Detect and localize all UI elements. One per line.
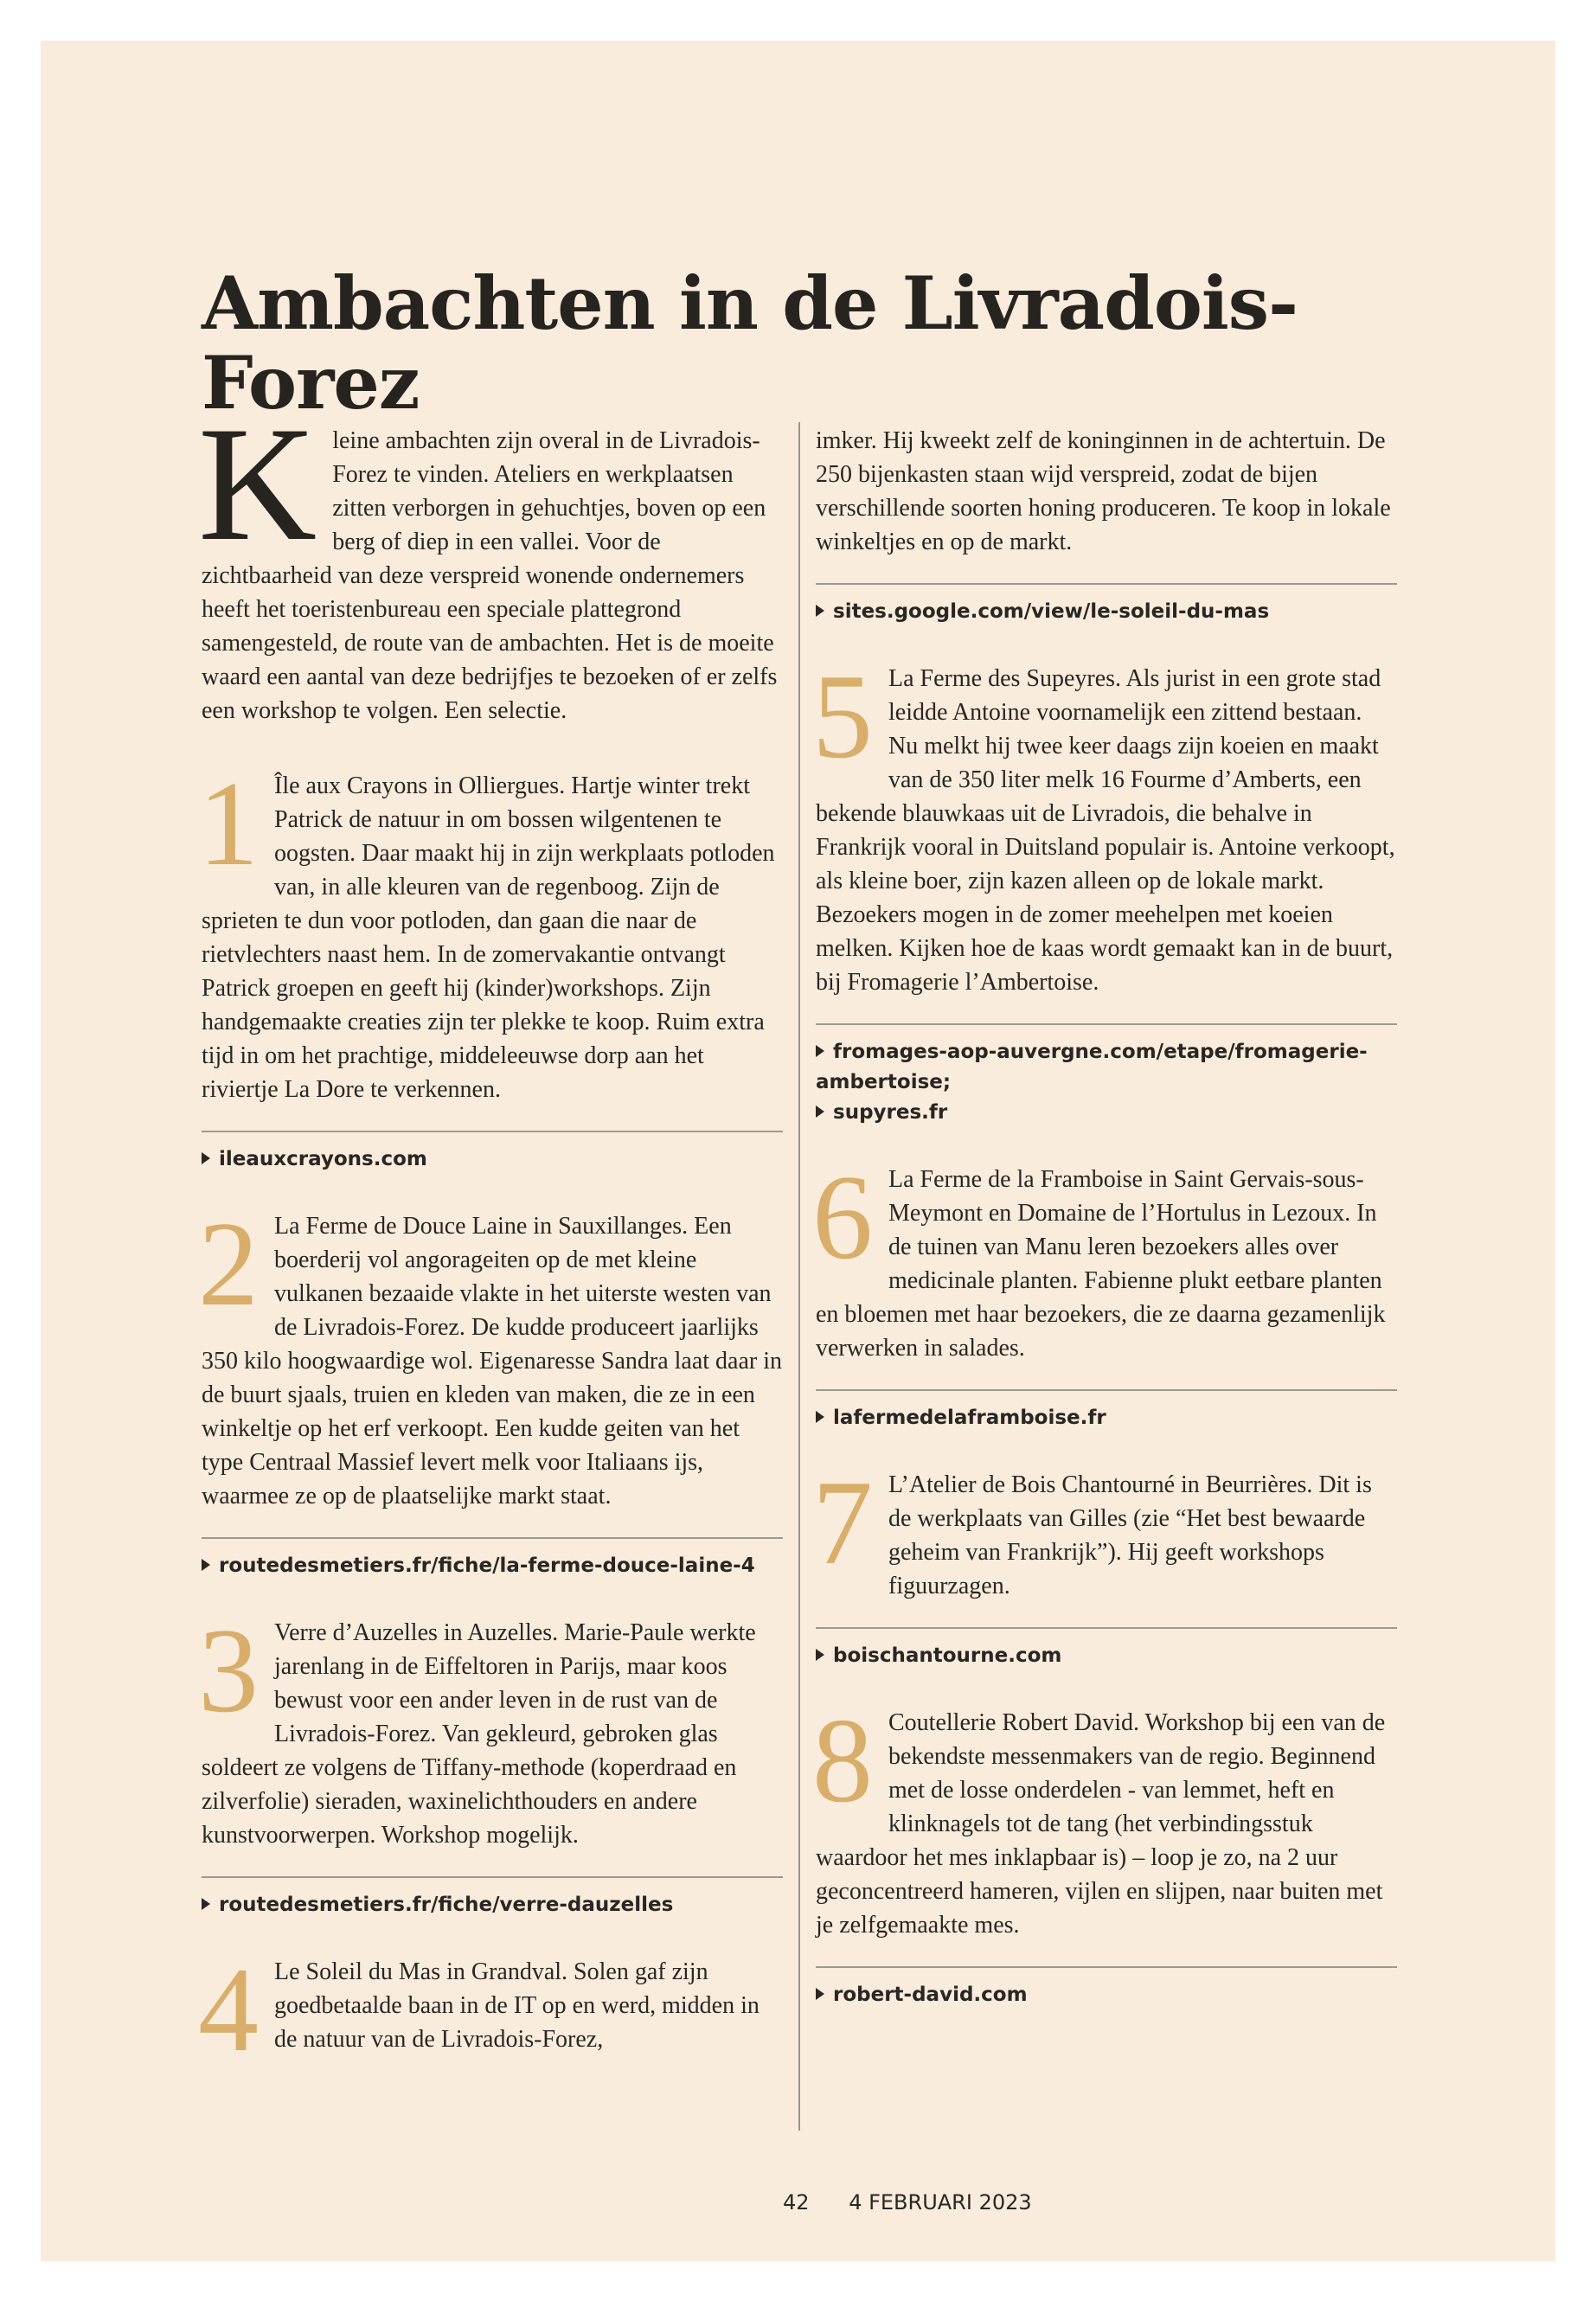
play-triangle-icon [202, 1152, 210, 1164]
section-number: 3 [198, 1604, 259, 1738]
play-triangle-icon [816, 1649, 824, 1661]
section-8 [812, 1694, 1397, 2010]
intro-paragraph [198, 394, 783, 727]
issue-date: 4 FEBRUARI 2023 [849, 2190, 1032, 2214]
section-text: imker. Hij kweekt zelf de koninginnen in de achtertuin. De 250 bijenkasten staan wijd verspreid, zodat de bijen verschillende soorten honing produceren. Te koop in lokale winkeltjes en op de markt. [816, 427, 1391, 555]
section-4-continued [816, 424, 1397, 627]
section-link-block [202, 1131, 783, 1175]
play-triangle-icon [816, 605, 824, 617]
section-1 [198, 757, 783, 1175]
section-text: La Ferme de Douce Laine in Sauxillanges. Een boerderij vol angorageiten op de met kleine vulkanen bezaaide vlakte in het uiterste westen van de Livradois-Forez. De kudde produceert jaarlijks 350 kilo hoogwaardige wol. Eigenaresse Sandra laat daar in de buurt sjaals, truien en kleden van maken, die ze in een winkeltje op het erf verkoopt. Een kudde geiten van het type Centraal Massief levert melk voor Italiaans ijs, waarmee ze op de plaatselijke markt staat. [202, 1213, 783, 1509]
section-4 [198, 1943, 783, 2077]
section-link[interactable]: ileauxcrayons.com [202, 1144, 783, 1175]
section-text: Verre d’Auzelles in Auzelles. Marie-Paule werkte jarenlang in de Eiffeltoren in Parijs, maar koos bewust voor een ander leven in de rust van de Livradois-Forez. Van gekleurd, gebroken glas soldeert ze volgens de Tiffany-methode (koperdraad en zilverfolie) sieraden, waxinelichthouders en andere kunstvoorwerpen. Workshop mogelijk. [202, 1619, 756, 1849]
section-link[interactable]: boischantourne.com [816, 1641, 1397, 1671]
section-number: 6 [812, 1150, 873, 1285]
section-link[interactable]: supyres.fr [816, 1098, 1397, 1128]
play-triangle-icon [202, 1898, 210, 1910]
page-number: 42 [783, 2190, 810, 2214]
section-link[interactable]: fromages-aop-auvergne.com/etape/fromagerie-ambertoise; [816, 1041, 1368, 1093]
section-link-block [816, 1023, 1397, 1128]
column-divider [798, 422, 800, 2131]
section-link[interactable]: lafermedelaframboise.fr [816, 1403, 1397, 1433]
section-text: La Ferme des Supeyres. Als jurist in een grote stad leidde Antoine voornamelijk een zittend bestaan. Nu melkt hij twee keer daags zijn koeien en maakt van de 350 liter melk 16 Fourme d’Amberts, een bekende blauwkaas uit de Livradois, die behalve in Frankrijk vooral in Duitsland populair is. Antoine verkoopt, als kleine boer, zijn kazen alleen op de lokale markt. Bezoekers mogen in de zomer meehelpen met koeien melken. Kijken hoe de kaas wordt gemaakt kan in de buurt, bij Fromagerie l’Ambertoise. [816, 665, 1395, 996]
page-footer [783, 2190, 1065, 2214]
section-6 [812, 1150, 1397, 1433]
section-5 [812, 650, 1397, 1128]
section-link[interactable]: routedesmetiers.fr/fiche/verre-dauzelles [202, 1890, 783, 1920]
section-link-block [816, 1966, 1397, 2010]
article-title: Ambachten in de Livradois-Forez [202, 260, 1298, 426]
left-column [198, 394, 783, 2077]
section-text: Le Soleil du Mas in Grandval. Solen gaf zijn goedbetaalde baan in de IT op en werd, midden in de natuur van de Livradois-Forez, [274, 1958, 760, 2053]
play-triangle-icon [816, 1045, 824, 1057]
section-number: 7 [812, 1456, 873, 1590]
right-column [812, 424, 1397, 2045]
section-number: 8 [812, 1694, 873, 1828]
section-text: L’Atelier de Bois Chantourné in Beurrières. Dit is de werkplaats van Gilles (zie “Het best bewaarde geheim van Frankrijk”). Hij geeft workshops figuurzagen. [888, 1471, 1372, 1599]
play-triangle-icon [202, 1559, 210, 1571]
section-3 [198, 1604, 783, 1920]
section-number: 5 [812, 650, 873, 784]
section-2 [198, 1197, 783, 1581]
section-link-block [202, 1537, 783, 1581]
section-number: 4 [198, 1943, 259, 2077]
section-link[interactable]: robert-david.com [816, 1980, 1397, 2010]
intro-text: leine ambachten zijn overal in de Livradois-Forez te vinden. Ateliers en werkplaatsen zitten verborgen in gehuchtjes, boven op een berg of diep in een vallei. Voor de zichtbaarheid van deze verspreid wonende ondernemers heeft het toeristenbureau een speciale plattegrond samengesteld, de route van de ambachten. Het is de moeite waard een aantal van deze bedrijfjes te bezoeken of er zelfs een workshop te volgen. Een selectie. [202, 427, 778, 724]
play-triangle-icon [816, 1411, 824, 1423]
section-text: Coutellerie Robert David. Workshop bij een van de bekendste messenmakers van de regio. Beginnend met de losse onderdelen - van lemmet, heft en klinknagels tot de tang (het verbindingsstuk waardoor het mes inklapbaar is) – loop je zo, na 2 uur geconcentreerd hameren, vijlen en slijpen, naar buiten met je zelfgemaakte mes. [816, 1709, 1386, 1939]
section-text: La Ferme de la Framboise in Saint Gervais-sous-Meymont en Domaine de l’Hortulus in Lezoux. In de tuinen van Manu leren bezoekers alles over medicinale planten. Fabienne plukt eetbare planten en bloemen met haar bezoekers, die ze daarna gezamenlijk verwerken in salades. [816, 1166, 1386, 1362]
play-triangle-icon [816, 1988, 824, 2000]
section-number: 2 [198, 1197, 259, 1331]
section-link-block [202, 1876, 783, 1920]
section-text: Île aux Crayons in Olliergues. Hartje winter trekt Patrick de natuur in om bossen wilgentenen te oogsten. Daar maakt hij in zijn werkplaats potloden van, in alle kleuren van de regenboog. Zijn de sprieten te dun voor potloden, dan gaan die naar de rietvlechters naast hem. In de zomervakantie ontvangt Patrick groepen en geeft hij (kinder)workshops. Zijn handgemaakte creaties zijn ter plekke te koop. Ruim extra tijd in om het prachtige, middeleeuwse dorp aan het riviertje La Dore te verkennen. [202, 772, 775, 1103]
section-link[interactable]: sites.google.com/view/le-soleil-du-mas [816, 597, 1397, 627]
play-triangle-icon [816, 1106, 824, 1118]
drop-cap: K [198, 394, 317, 575]
section-number: 1 [198, 757, 259, 891]
section-link-block [816, 583, 1397, 627]
section-link-block [816, 1627, 1397, 1671]
section-7 [812, 1456, 1397, 1671]
section-link[interactable]: routedesmetiers.fr/fiche/la-ferme-douce-laine-4 [202, 1551, 783, 1581]
section-link-block [816, 1389, 1397, 1433]
